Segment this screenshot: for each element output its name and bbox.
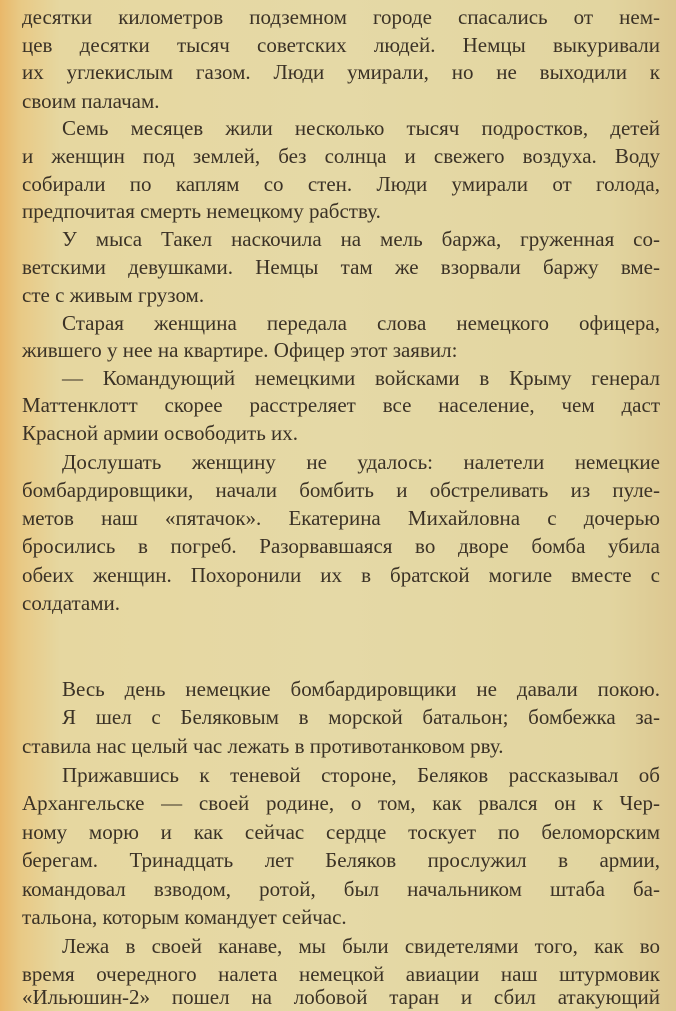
text-line: Красной армии освободить их.: [22, 421, 299, 445]
text-line: сте с живым грузом.: [22, 283, 205, 307]
text-line: Маттенклотт скорее расстреляет все население, чем даст: [22, 393, 660, 417]
text-line: бросились в погреб. Разорвавшаяся во дворе бомба убила: [22, 534, 660, 558]
text-line: — Командующий немецкими войсками в Крыму генерал: [62, 366, 660, 390]
text-line: У мыса Такел наскочила на мель баржа, груженная со-: [62, 227, 660, 251]
text-line: бомбардировщики, начали бомбить и обстреливать из пуле-: [22, 478, 660, 502]
text-line: своим палачам.: [22, 89, 160, 113]
text-line: командовал взводом, ротой, был начальником штаба ба-: [22, 877, 660, 901]
text-line: солдатами.: [22, 591, 121, 615]
text-line: собирали по каплям со стен. Люди умирали от голода,: [22, 172, 660, 196]
text-line: метов наш «пятачок». Екатерина Михайловна с дочерью: [22, 506, 660, 530]
text-line: обеих женщин. Похоронили их в братской могиле вместе с: [22, 563, 660, 587]
text-line: Дослушать женщину не удалось: налетели немецкие: [62, 450, 660, 474]
text-line: десятки километров подземном городе спасались от нем-: [22, 5, 660, 29]
text-line: «Ильюшин-2» пошел на лобовой таран и сбил атакующий: [22, 985, 660, 1009]
text-line: Прижавшись к теневой стороне, Беляков рассказывал об: [62, 763, 660, 787]
text-line: Лежа в своей канаве, мы были свидетелями того, как во: [62, 934, 660, 958]
text-line: Весь день немецкие бомбардировщики не давали покою.: [62, 677, 660, 701]
text-line: ставила нас целый час лежать в противотанковом рву.: [22, 734, 504, 758]
text-line: Семь месяцев жили несколько тысяч подростков, детей: [62, 116, 660, 140]
text-line: и женщин под землей, без солнца и свежего воздуха. Воду: [22, 144, 660, 168]
text-line: цев десятки тысяч советских людей. Немцы выкуривали: [22, 33, 660, 57]
text-line: Я шел с Беляковым в морской батальон; бомбежка за-: [62, 705, 660, 729]
text-line: время очередного налета немецкой авиации наш штурмовик: [22, 962, 660, 986]
text-line: предпочитая смерть немецкому рабству.: [22, 199, 381, 223]
text-line: Старая женщина передала слова немецкого офицера,: [62, 311, 660, 335]
text-line: жившего у нее на квартире. Офицер этот заявил:: [22, 338, 458, 362]
text-line: берегам. Тринадцать лет Беляков прослужил в армии,: [22, 848, 660, 872]
text-line: их углекислым газом. Люди умирали, но не выходили к: [22, 60, 660, 84]
text-line: тальона, которым командует сейчас.: [22, 905, 347, 929]
text-line: Архангельске — своей родине, о том, как рвался он к Чер-: [22, 791, 660, 815]
text-line: ветскими девушками. Немцы там же взорвали баржу вме-: [22, 255, 660, 279]
text-line: ному морю и как сейчас сердце тоскует по беломорским: [22, 820, 660, 844]
